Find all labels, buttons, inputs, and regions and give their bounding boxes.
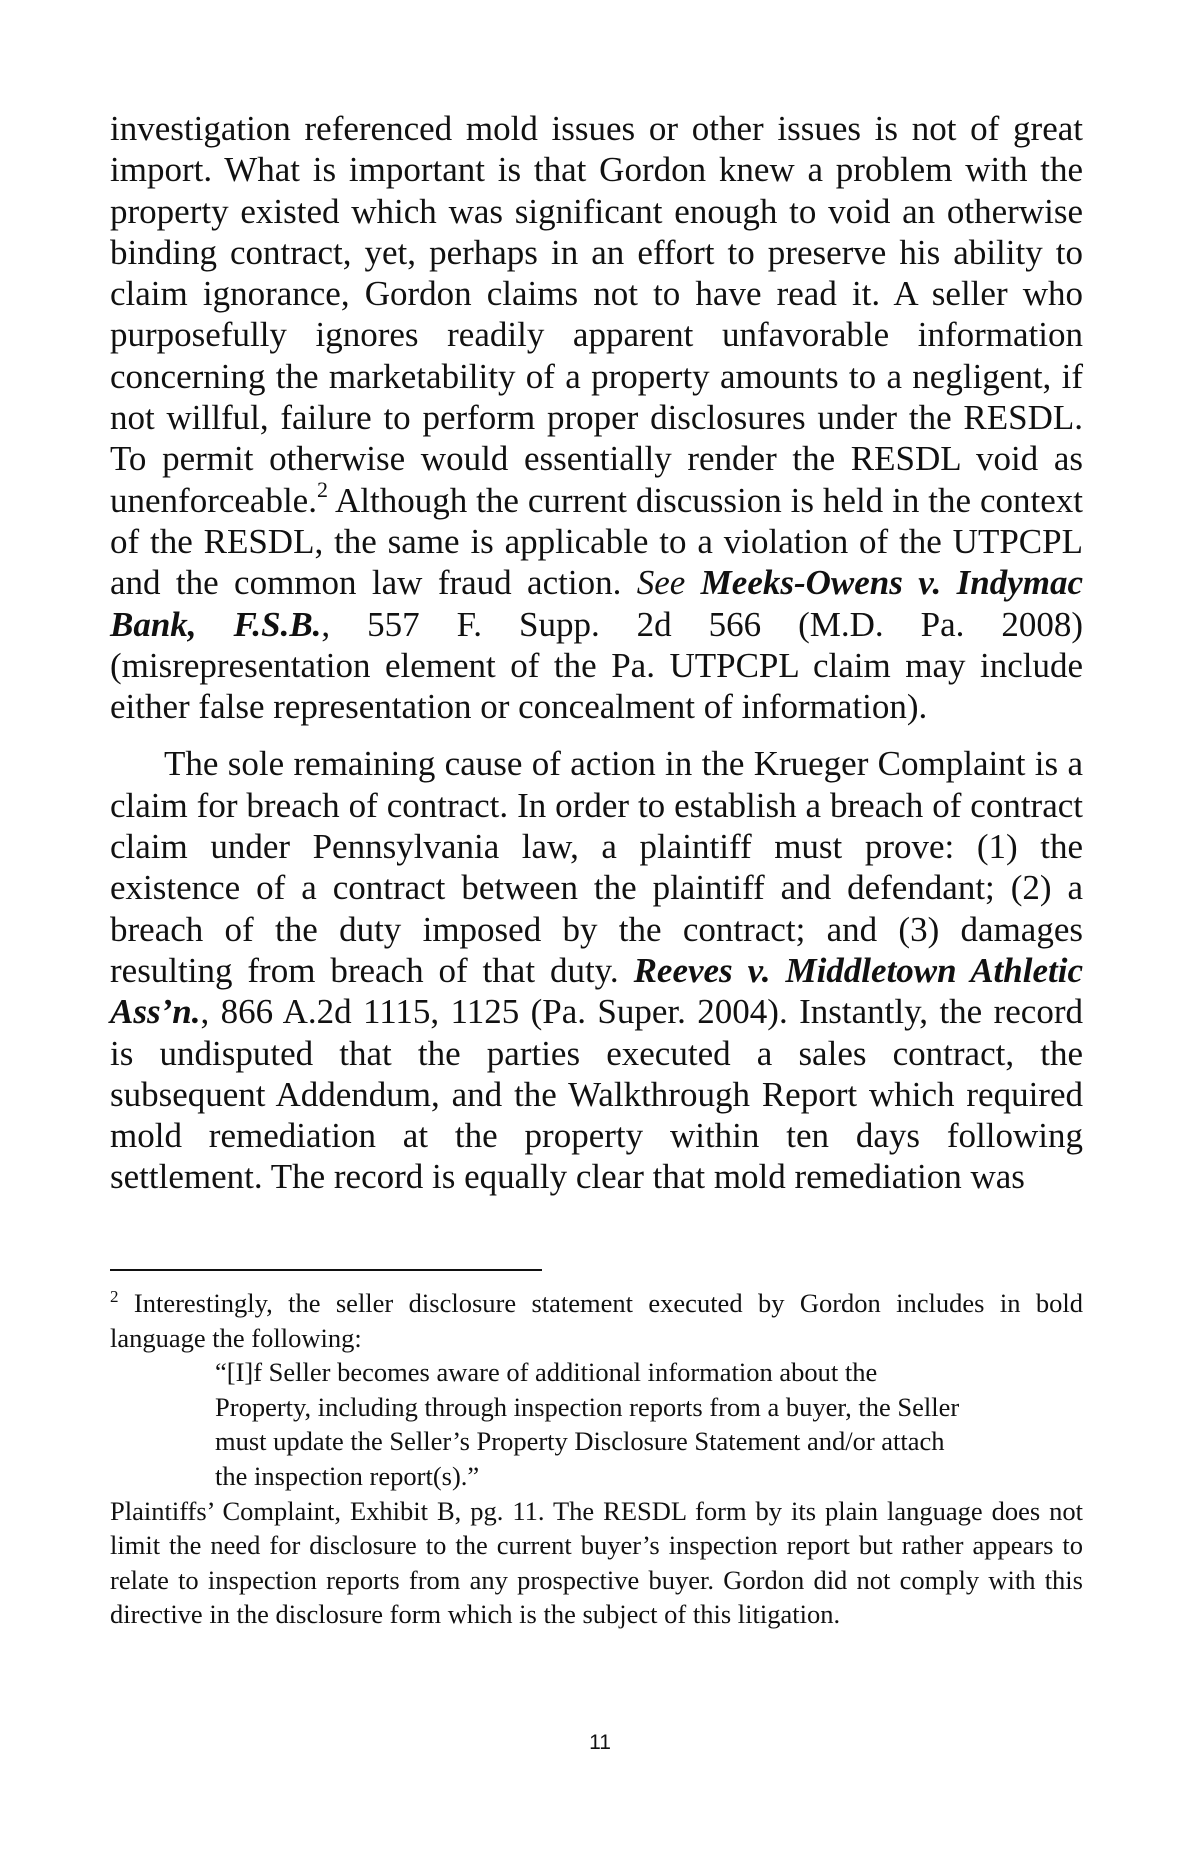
footnote-intro — [110, 1286, 1083, 1355]
footnote — [110, 1286, 1083, 1632]
footnote-number: 2 — [110, 1287, 119, 1307]
footnote-reference: 2 — [316, 477, 328, 503]
case-citation-meeks-owens: Meeks-Owens v. Indymac Bank, F.S.B. — [110, 563, 1084, 644]
paragraph-1-text: investigation referenced mold issues or other issues is not of great import. What is important is that Gordon knew a problem with the property existed which was significant enough to void an otherwise binding contract, yet, perhaps in an effort to preserve his ability to claim ignorance, Gordon claims not to have read it. A seller who purposefully ignores readily apparent unfavorable information concerning the marketability of a property amounts to a negligent, if not willful, failure to perform proper disclosures under the RESDL. To permit otherwise would essentially render the RESDL void as unenforceable. — [110, 109, 1083, 520]
footnote-intro-text: Interestingly, the seller disclosure statement executed by Gordon includes in bold language the following: — [110, 1288, 1083, 1353]
footnote-separator — [110, 1269, 542, 1271]
paragraph-2-text-continued: , 866 A.2d 1115, 1125 (Pa. Super. 2004). Instantly, the record is undisputed that the parties executed a sales contract, the subsequent Addendum, and the Walkthrough Report which required mold remediation at the property within ten days following settlement. The record is equally clear that mold remediation was — [110, 992, 1083, 1197]
case-citation-reeves: Reeves v. Middletown Athletic Ass’n. — [110, 950, 1083, 1032]
footnote-block-quote: “[I]f Seller becomes aware of additional information about the Property, including through inspection reports from a buyer, the Seller must update the Seller’s Property Disclosure Statement and/or attach the inspection report(s).” — [215, 1357, 960, 1491]
document-page — [110, 108, 1083, 1198]
page-number: 11 — [589, 1731, 611, 1754]
footnote-conclusion: Plaintiffs’ Complaint, Exhibit B, pg. 11. The RESDL form by its plain language does not limit the need for disclosure to the current buyer’s inspection report but rather appears to relate to inspection reports from any prospective buyer. Gordon did not comply with this directive in the disclosure form which is the subject of this litigation. — [110, 1495, 1083, 1630]
body-paragraph-1 — [110, 108, 1083, 727]
citation-signal: See — [636, 563, 686, 603]
paragraph-1-text-continued: Although the current discussion is held in the context of the RESDL, the same is applicable to a violation of the UTPCPL and the common law fraud action. — [110, 480, 1083, 603]
body-paragraph-2 — [110, 743, 1083, 1197]
citation-details: , 557 F. Supp. 2d 566 (M.D. Pa. 2008) (misrepresentation element of the Pa. UTPCPL claim may include either false representation or concealment of information). — [110, 604, 1083, 727]
paragraph-2-text: The sole remaining cause of action in the Krueger Complaint is a claim for breach of contract. In order to establish a breach of contract claim under Pennsylvania law, a plaintiff must prove: (1) the existence of a contract between the plaintiff and defendant; (2) a breach of the duty imposed by the contract; and (3) damages resulting from breach of that duty. — [110, 744, 1083, 990]
